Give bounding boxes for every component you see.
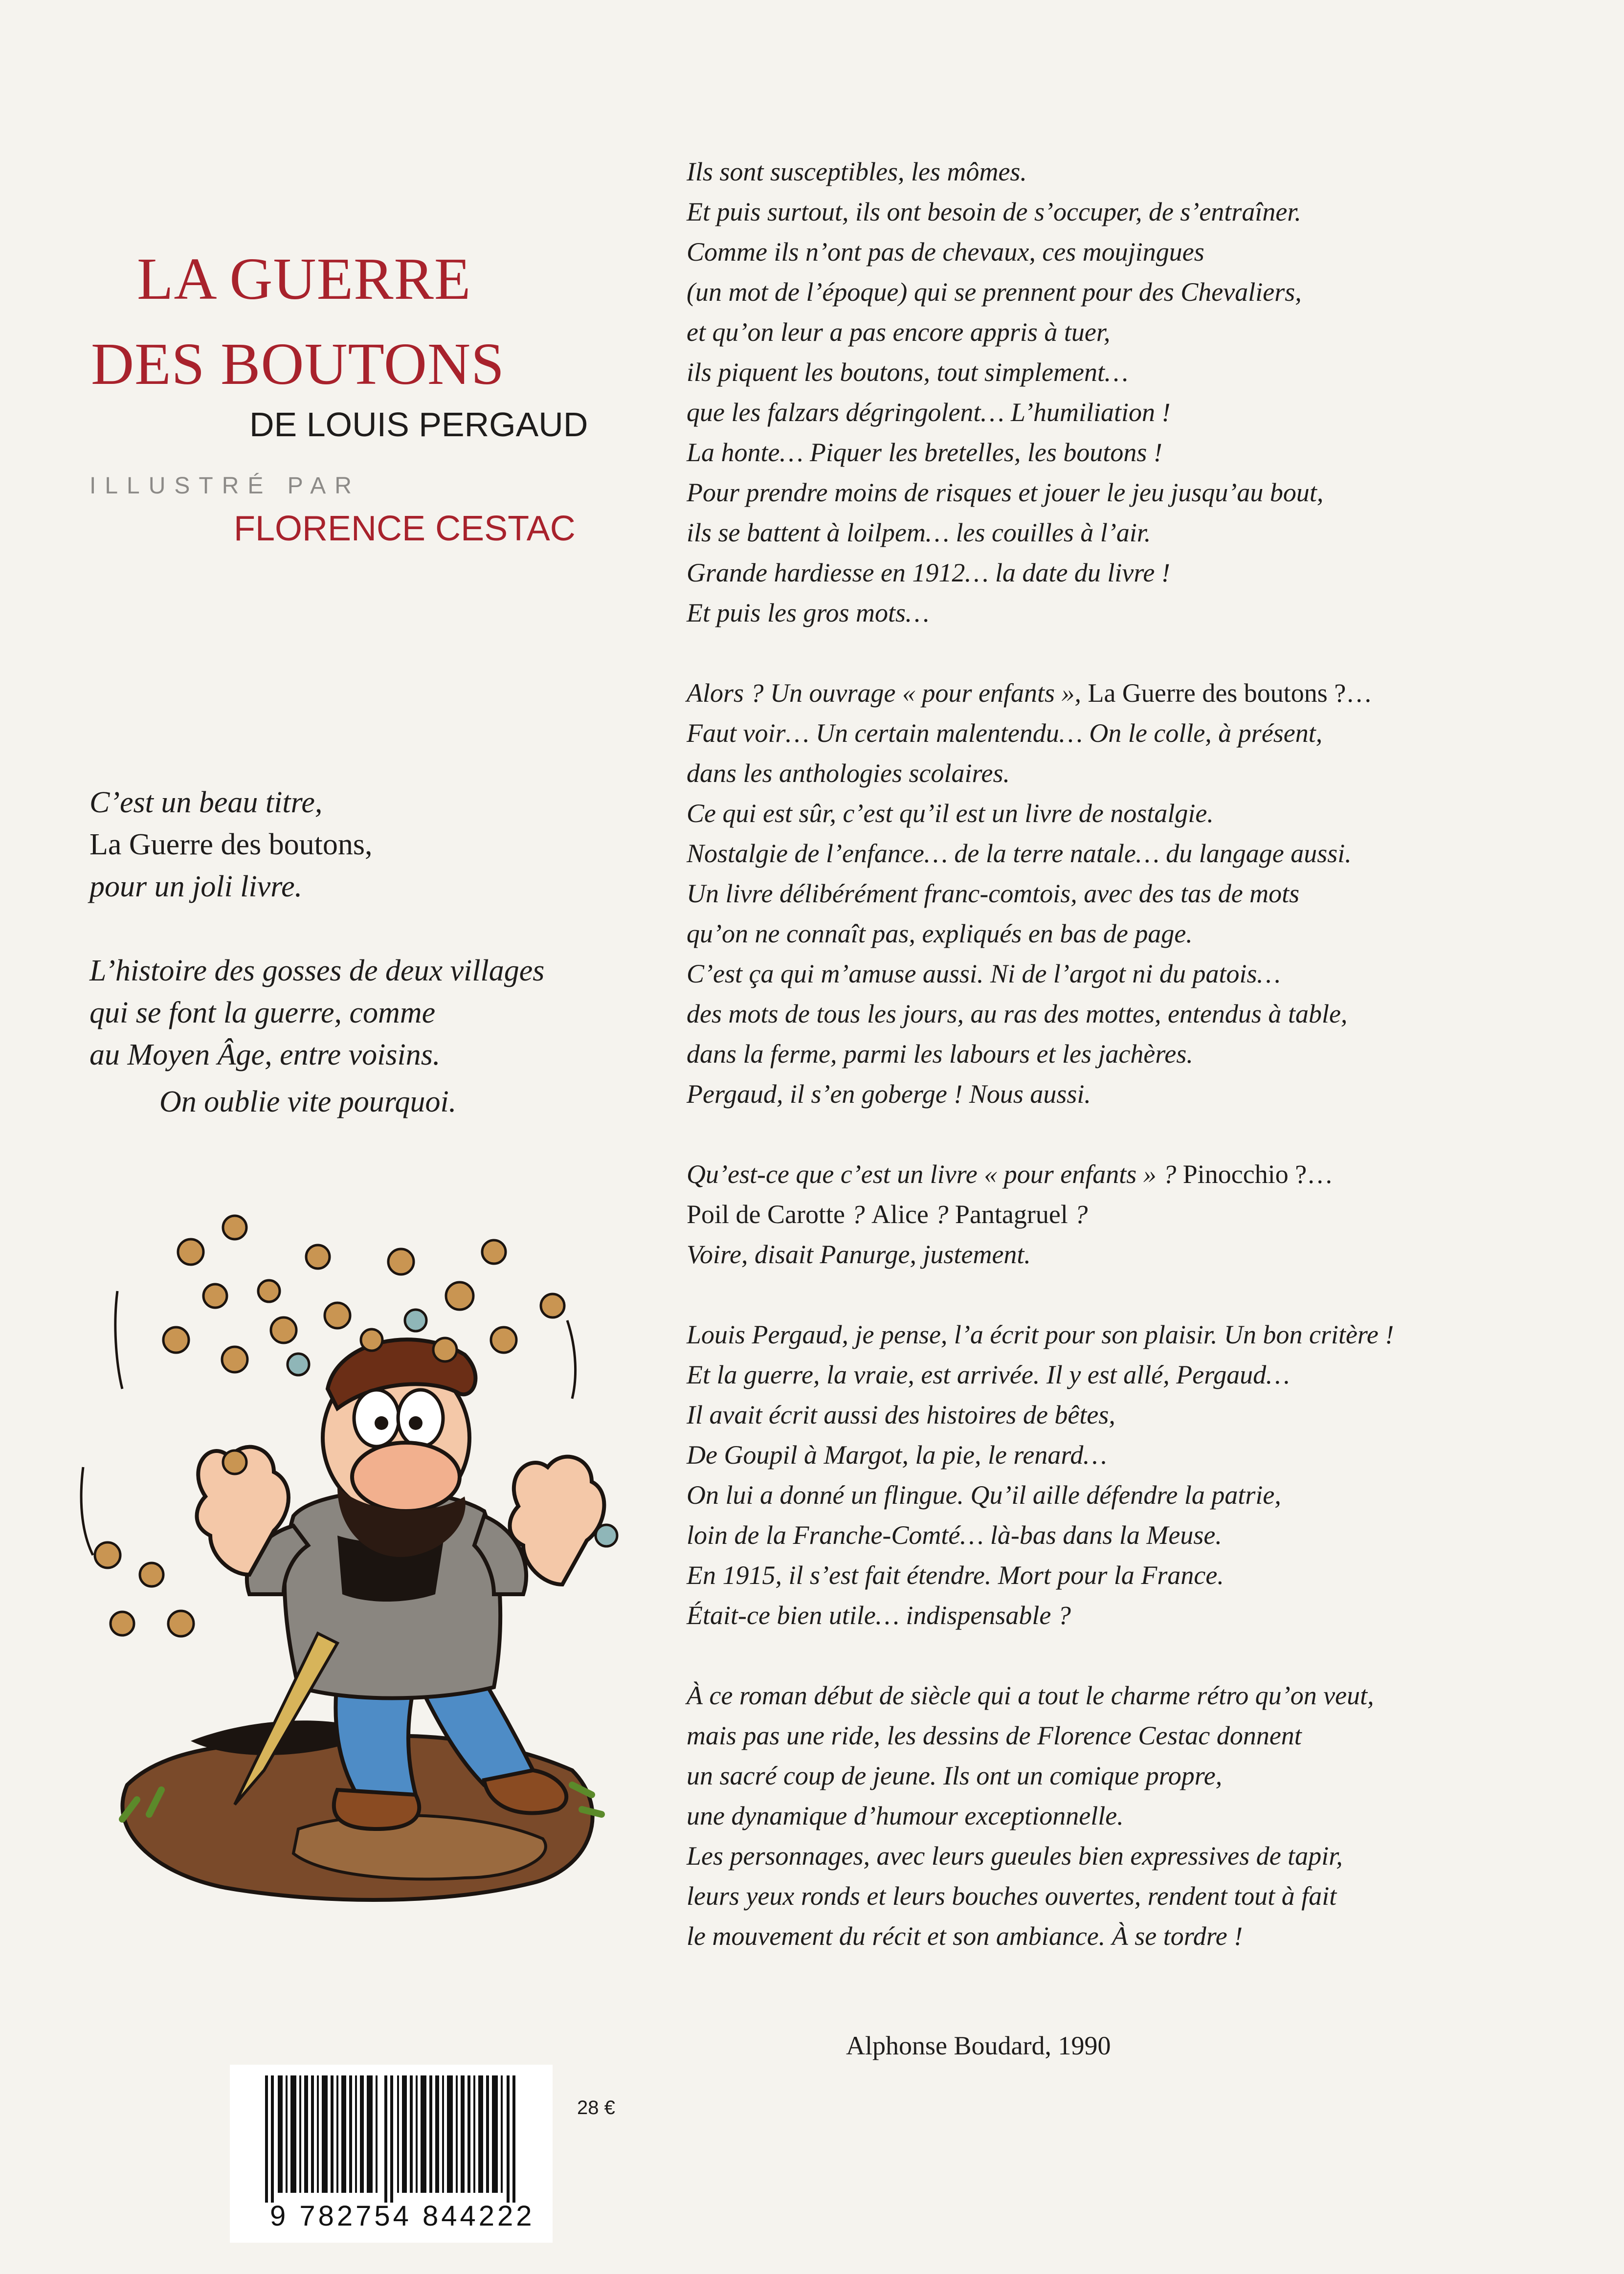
review-line: Était-ce bien utile… indispensable ? [687,1601,1071,1630]
illustrator-name: FLORENCE CESTAC [234,509,576,548]
review-line: C’est ça qui m’amuse aussi. Ni de l’argot ni du patois… [687,959,1281,988]
isbn-number: 9 782754 844222 [270,2200,535,2232]
review-line: Nostalgie de l’enfance… de la terre natale… du langage aussi. [687,839,1352,868]
book-title: Alice [871,1200,929,1229]
review-line-roman: Pinocchio ?… [1176,1159,1334,1189]
author-name: DE LOUIS PERGAUD [249,405,588,444]
review-line: (un mot de l’époque) qui se prennent pour des Chevaliers, [687,277,1302,307]
review-line: Poil de Carotte ? Alice ? Pantagruel ? [687,1200,1088,1229]
review-line: ils piquent les boutons, tout simplement… [687,357,1128,387]
intro-line: au Moyen Âge, entre voisins. [89,1038,441,1071]
review-line: dans la ferme, parmi les labours et les jachères. [687,1039,1193,1069]
review-line: Ce qui est sûr, c’est qu’il est un livre de nostalgie. [687,799,1214,828]
intro-line: C’est un beau titre, [89,786,323,819]
review-text [687,152,1557,1956]
review-line: Louis Pergaud, je pense, l’a écrit pour son plaisir. Un bon critère ! [687,1320,1394,1349]
title-line-1: LA GUERRE [137,246,471,312]
review-line: que les falzars dégringolent… L’humiliation ! [687,398,1171,427]
title-line-2: DES BOUTONS [91,331,505,397]
review-line: une dynamique d’humour exceptionnelle. [687,1801,1124,1830]
boy-juggling-buttons-illustration [64,1193,699,1956]
review-line: Un livre délibérément franc-comtois, avec des tas de mots [687,879,1300,908]
review-line-roman: La Guerre des boutons ?… [1081,678,1373,708]
review-line: ils se battent à loilpem… les couilles à l’air. [687,518,1151,547]
review-line: Les personnages, avec leurs gueules bien expressives de tapir, [687,1841,1343,1871]
review-line: À ce roman début de siècle qui a tout le charme rétro qu’on veut, [687,1681,1374,1710]
review-line: Pergaud, il s’en goberge ! Nous aussi. [687,1079,1091,1109]
book-title: Poil de Carotte [687,1200,845,1229]
intro-closing-line: On oublie vite pourquoi. [159,1085,457,1118]
review-line: Et la guerre, la vraie, est arrivée. Il y est allé, Pergaud… [687,1360,1290,1389]
review-line: dans les anthologies scolaires. [687,758,1010,788]
review-line-italic: Qu’est-ce que c’est un livre « pour enfants » ? [687,1159,1177,1189]
review-line: Et puis les gros mots… [687,598,930,627]
intro-text [89,781,544,1123]
barcode [230,2065,553,2243]
book-title: Pantagruel [955,1200,1068,1229]
review-line: Faut voir… Un certain malentendu… On le colle, à présent, [687,718,1323,748]
illustrated-by-label: ILLUSTRÉ PAR [89,473,360,499]
review-line: Grande hardiesse en 1912… la date du livre ! [687,558,1170,587]
review-line: En 1915, il s’est fait étendre. Mort pour la France. [687,1561,1224,1590]
review-line: Ils sont susceptibles, les mômes. [687,157,1027,186]
review-line: Et puis surtout, ils ont besoin de s’occuper, de s’entraîner. [687,197,1301,226]
review-signature: Alphonse Boudard, 1990 [846,2031,1111,2060]
review-line: des mots de tous les jours, au ras des mottes, entendus à table, [687,999,1348,1028]
review-line: On lui a donné un flingue. Qu’il aille défendre la patrie, [687,1480,1281,1510]
review-line: Voire, disait Panurge, justement. [687,1240,1031,1269]
review-line [687,1154,1557,1194]
review-line: leurs yeux ronds et leurs bouches ouvertes, rendent tout à fait [687,1881,1337,1911]
intro-line: pour un joli livre. [89,870,303,903]
review-line: qu’on ne connaît pas, expliqués en bas de page. [687,919,1193,948]
review-line: loin de la Franche-Comté… là-bas dans la Meuse. [687,1520,1222,1550]
review-line: Comme ils n’ont pas de chevaux, ces moujingues [687,237,1204,267]
intro-line: qui se font la guerre, comme [89,996,436,1029]
review-line: et qu’on leur a pas encore appris à tuer, [687,317,1111,347]
intro-line: L’histoire des gosses de deux villages [89,954,545,987]
intro-line-title: La Guerre des boutons, [89,828,373,861]
review-line: Pour prendre moins de risques et jouer le jeu jusqu’au bout, [687,478,1324,507]
review-line: De Goupil à Margot, la pie, le renard… [687,1440,1107,1470]
review-line [687,673,1557,713]
review-line: mais pas une ride, les dessins de Florence Cestac donnent [687,1721,1302,1750]
review-line: La honte… Piquer les bretelles, les boutons ! [687,438,1162,467]
review-line: le mouvement du récit et son ambiance. À se tordre ! [687,1921,1243,1951]
review-line: un sacré coup de jeune. Ils ont un comique propre, [687,1761,1223,1790]
review-line-italic: Alors ? Un ouvrage « pour enfants », [687,678,1081,708]
review-line: Il avait écrit aussi des histoires de bêtes, [687,1400,1115,1429]
price-label: 28 € [577,2097,615,2118]
